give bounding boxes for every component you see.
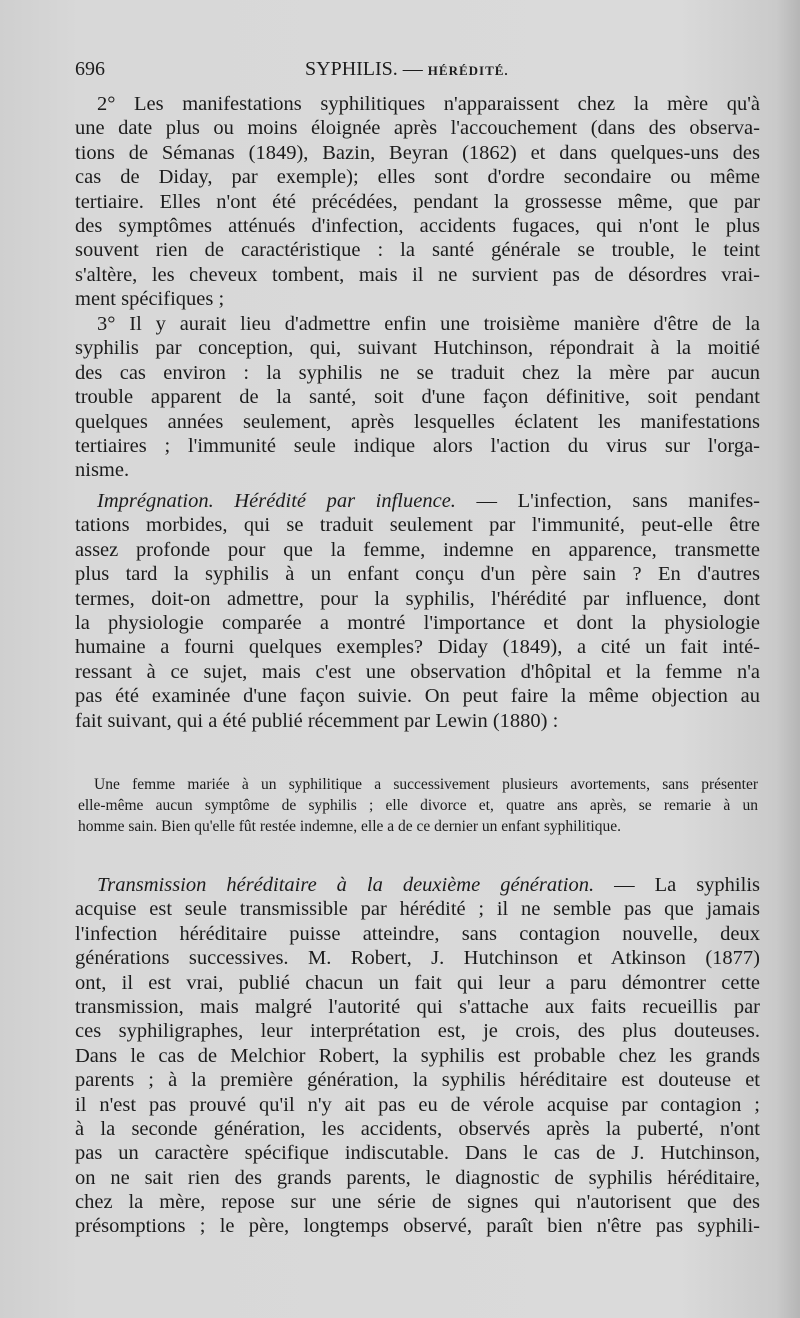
text-line (75, 165, 760, 189)
text-line (75, 385, 760, 409)
line-text: homme sain. Bien qu'elle fût restée indemne, elle a de ce dernier un enfant syphilitique. (78, 818, 621, 835)
italic-heading: Transmission héréditaire à la deuxième génération. (97, 874, 595, 896)
line-text: ment spécifiques ; (75, 288, 225, 311)
line-text: 3° Il y aurait lieu d'admettre enfin une troisième manière d'être de la (97, 313, 760, 335)
paragraph-transmission-deuxieme-generation (75, 873, 760, 1239)
running-title-section: HÉRÉDITÉ. (427, 63, 509, 78)
text-line (75, 922, 760, 946)
italic-heading: Imprégnation. Hérédité par influence. (97, 490, 456, 512)
text-line (75, 434, 760, 458)
line-text: fait suivant, qui a été publié récemment par Lewin (1880) : (75, 709, 559, 732)
quoted-observation-lewin (78, 774, 758, 837)
paragraph-troisieme-maniere (75, 312, 760, 483)
line-text: ressant à ce sujet, mais c'est une observation d'hôpital et la femme n'a (75, 660, 760, 683)
text-line (75, 611, 760, 635)
line-text: cas de Diday, par exemple); elles sont d'ordre secondaire ou même (75, 166, 760, 189)
text-line (75, 684, 760, 708)
line-text: transmission, mais malgré l'autorité qui s'attache aux faits recueillis par (75, 995, 760, 1018)
text-line (75, 458, 760, 482)
line-text: assez profonde pour que la femme, indemne en apparence, transmette (75, 538, 760, 561)
text-line (78, 795, 758, 816)
line-text: humaine a fourni quelques exemples? Diday (1849), a cité un fait inté- (75, 636, 760, 659)
line-text: termes, doit-on admettre, pour la syphilis, l'hérédité par influence, dont (75, 587, 760, 610)
text-line (75, 1141, 760, 1165)
line-text: tations morbides, qui se traduit seulement par l'immunité, peut-elle être (75, 514, 760, 537)
line-text: présomptions ; le père, longtemps observé, paraît bien n'être pas syphili- (75, 1215, 760, 1238)
line-text: 2° Les manifestations syphilitiques n'apparaissent chez la mère qu'à (97, 93, 760, 115)
text-line (75, 336, 760, 360)
text-line (75, 263, 760, 287)
line-text: souvent rien de caractéristique : la santé générale se trouble, le teint (75, 239, 760, 262)
text-line (75, 489, 760, 513)
line-text: une date plus ou moins éloignée après l'accouchement (dans des observa- (75, 117, 760, 140)
line-text: la physiologie comparée a montré l'importance et dont la physiologie (75, 611, 760, 634)
line-text: l'infection héréditaire puisse atteindre, sans contagion nouvelle, deux (75, 922, 760, 945)
page-number: 696 (75, 58, 105, 80)
text-line (78, 816, 758, 837)
line-text: des cas environ : la syphilis ne se traduit chez la mère par aucun (75, 361, 760, 384)
line-text: tions de Sémanas (1849), Bazin, Beyran (1862) et dans quelques-uns des (75, 141, 760, 164)
line-text: trouble apparent de la santé, soit d'une façon définitive, soit pendant (75, 386, 760, 409)
line-text: chez la mère, repose sur une série de signes qui n'autorisent que des (75, 1191, 760, 1214)
text-line (75, 1068, 760, 1092)
line-text: pas un caractère spécifique indiscutable. Dans le cas de J. Hutchinson, (75, 1142, 760, 1165)
text-line (75, 214, 760, 238)
line-text: il n'est pas prouvé qu'il n'y ait pas eu de vérole acquise par contagion ; (75, 1093, 760, 1116)
line-text: acquise est seule transmissible par hérédité ; il ne semble pas que jamais (75, 898, 760, 921)
line-text: parents ; à la première génération, la syphilis héréditaire est douteuse et (75, 1069, 760, 1092)
line-text: — La syphilis (594, 874, 760, 896)
text-line (75, 312, 760, 336)
line-text: elle-même aucun symptôme de syphilis ; elle divorce et, quatre ans après, se remarie à un (78, 797, 758, 814)
text-line (75, 361, 760, 385)
text-line (75, 513, 760, 537)
line-text: pas été examinée d'une façon suivie. On peut faire la même objection au (75, 685, 760, 708)
line-text: s'altère, les cheveux tombent, mais il ne survient pas de désordres vrai- (75, 263, 760, 286)
line-text: nisme. (75, 459, 130, 482)
text-line (75, 1190, 760, 1214)
line-text: — L'infection, sans manifes- (455, 490, 760, 512)
text-line (75, 660, 760, 684)
paragraph-impregnation (75, 489, 760, 733)
text-line (75, 92, 760, 116)
text-line (75, 1093, 760, 1117)
text-line (75, 238, 760, 262)
text-line (75, 995, 760, 1019)
text-line (75, 410, 760, 434)
text-line (75, 946, 760, 970)
text-line (75, 116, 760, 140)
text-line (75, 897, 760, 921)
line-text: ont, il est vrai, publié chacun un fait qui leur a paru démontrer cette (75, 971, 760, 994)
text-line (75, 1117, 760, 1141)
text-line (75, 190, 760, 214)
line-text: plus tard la syphilis à un enfant conçu d'un père sain ? En d'autres (75, 563, 760, 586)
text-line (75, 1166, 760, 1190)
text-line (75, 141, 760, 165)
line-text: Dans le cas de Melchior Robert, la syphilis est probable chez les grands (75, 1044, 760, 1067)
line-text: générations successives. M. Robert, J. Hutchinson et Atkinson (1877) (75, 947, 760, 970)
text-line (75, 562, 760, 586)
text-line (75, 1019, 760, 1043)
line-text: ces syphiligraphes, leur interprétation est, je crois, des plus douteuses. (75, 1020, 760, 1043)
line-text: on ne sait rien des grands parents, le diagnostic de syphilis héréditaire, (75, 1166, 760, 1189)
text-line (75, 1214, 760, 1238)
text-line (75, 287, 760, 311)
text-line (75, 1044, 760, 1068)
line-text: à la seconde génération, les accidents, observés après la puberté, n'ont (75, 1117, 760, 1140)
text-line (75, 635, 760, 659)
running-header (75, 58, 760, 84)
running-title-main: SYPHILIS. — (305, 58, 423, 80)
line-text: tertiaires ; l'immunité seule indique alors l'action du virus sur l'orga- (75, 434, 760, 457)
text-line (75, 873, 760, 897)
line-text: Une femme mariée à un syphilitique a successivement plusieurs avortements, sans présenter (94, 776, 758, 793)
line-text: syphilis par conception, qui, suivant Hutchinson, répondrait à la moitié (75, 337, 760, 360)
text-line (78, 774, 758, 795)
line-text: tertiaire. Elles n'ont été précédées, pendant la grossesse même, que par (75, 190, 760, 213)
line-text: des symptômes atténués d'infection, accidents fugaces, qui n'ont le plus (75, 214, 760, 237)
text-line (75, 709, 760, 733)
running-title (305, 58, 509, 81)
text-line (75, 971, 760, 995)
text-line (75, 587, 760, 611)
text-line (75, 538, 760, 562)
paragraph-manifestations-tardives (75, 92, 760, 312)
line-text: quelques années seulement, après lesquelles éclatent les manifestations (75, 410, 760, 433)
